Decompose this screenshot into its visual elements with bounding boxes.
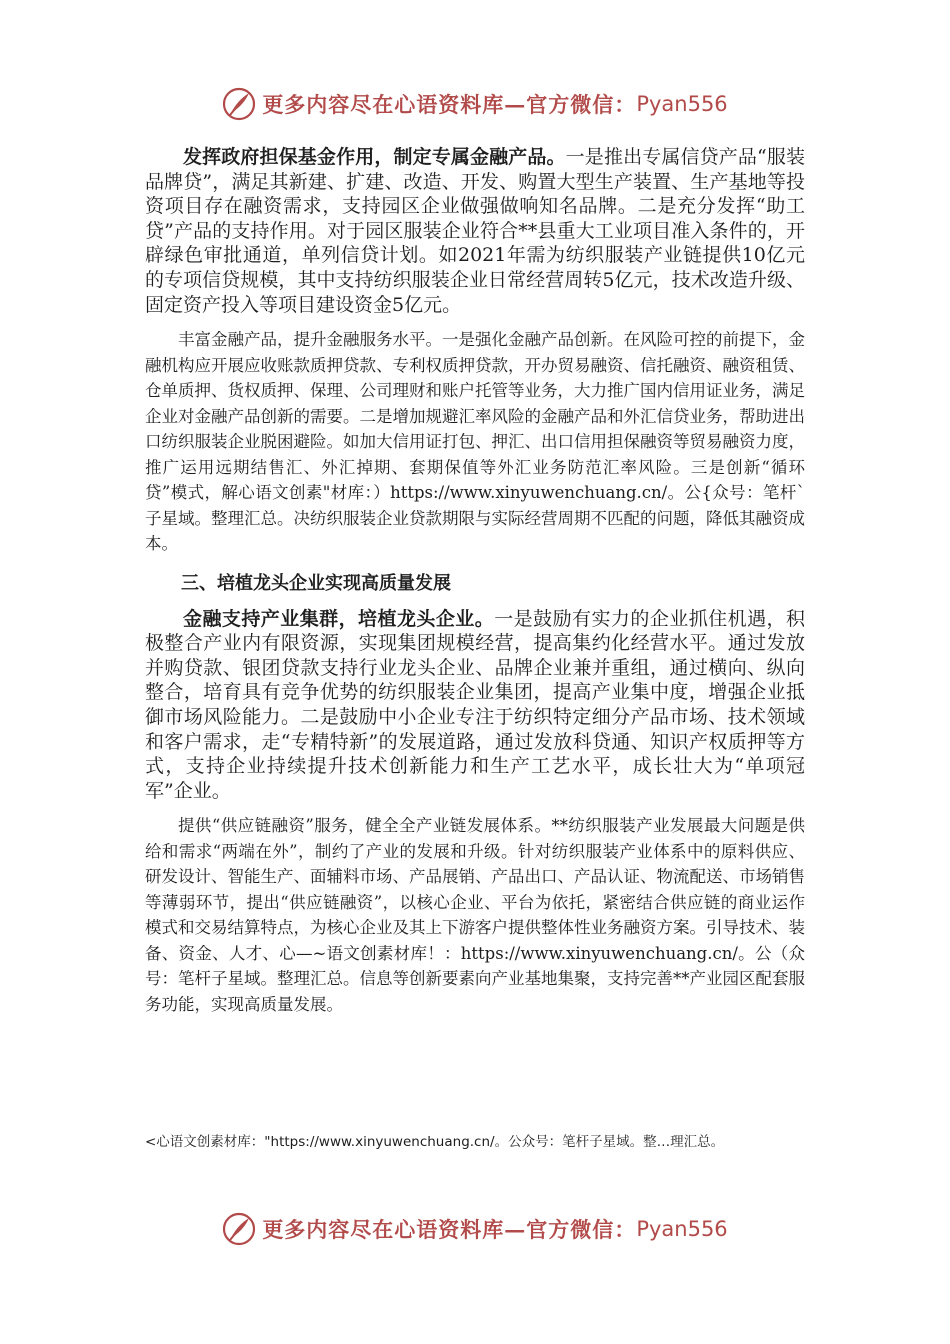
paragraph-government-guarantee xyxy=(145,145,805,317)
header-banner xyxy=(0,82,950,126)
paragraph-body: 一是鼓励有实力的企业抓住机遇，积极整合产业内有限资源，实现集团规模经营，提高集约化经营水平。通过发放并购贷款、银团贷款支持行业龙头企业、品牌企业兼并重组，通过横向、纵向整合，培育具有竞争优势的纺织服装企业集团，提高产业集中度，增强企业抵御市场风险能力。二是鼓励中小企业专注于纺织特定细分产品市场、技术领域和客户需求，走“专精特新”的发展道路，通过发放科贷通、知识产权质押等方式，支持企业持续提升技术创新能力和生产工艺水平，成长壮大为“单项冠军”企业。 xyxy=(145,607,805,802)
paragraph-lead: 金融支持产业集群，培植龙头企业。 xyxy=(183,607,495,630)
section-heading: 三、培植龙头企业实现高质量发展 xyxy=(181,572,451,594)
banner-text: 更多内容尽在心语资料库—官方微信： xyxy=(262,92,637,117)
paragraph-body: 丰富金融产品，提升金融服务水平。一是强化金融产品创新。在风险可控的前提下，金融机构应开展应收账款质押贷款、专利权质押贷款，开办贸易融资、信托融资、融资租赁、仓单质押、货权质押、保理、公司理财和账户托管等业务，大力推广国内信用证业务，满足企业对金融产品创新的需要。二是增加规避汇率风险的金融产品和外汇信贷业务，帮助进出口纺织服装企业脱困避险。如加大信用证打包、押汇、出口信用担保融资等贸易融资力度，推广运用远期结售汇、外汇掉期、套期保值等外汇业务防范汇率风险。三是创新“循环贷”模式，解心语文创素"材库：）https://www.xinyuwenchuang.cn/。公{众号：笔杆`子星域。整理汇总。决纺织服装企业贷款期限与实际经营周期不匹配的问题，降低其融资成本。 xyxy=(145,330,805,554)
footer-banner xyxy=(0,1207,950,1251)
banner-text: 更多内容尽在心语资料库—官方微信： xyxy=(262,1217,637,1242)
paragraph-lead: 发挥政府担保基金作用，制定专属金融产品。 xyxy=(183,146,566,168)
paragraph-body: 一是推出专属信贷产品“服装品牌贷”，满足其新建、扩建、改造、开发、购置大型生产装置、生产基地等投资项目存在融资需求，支持园区企业做强做响知名品牌。二是充分发挥“助工贷”产品的支持作用。对于园区服装企业符合**县重大工业项目准入条件的，开辟绿色审批通道，单列信贷计划。如2021年需为纺织服装产业链提供10亿元的专项信贷规模，其中支持纺织服装企业日常经营周转5亿元，技术改造升级、固定资产投入等项目建设资金5亿元。 xyxy=(145,146,805,316)
paragraph-supply-chain xyxy=(145,813,805,1017)
footnote: <心语文创素材库："https://www.xinyuwenchuang.cn/。公众号：笔杆子星域。整…理汇总。 xyxy=(145,1134,725,1150)
paragraph-body: 提供“供应链融资”服务，健全全产业链发展体系。**纺织服装产业发展最大问题是供给和需求“两端在外”，制约了产业的发展和升级。针对纺织服装产业体系中的原料供应、研发设计、智能生产、面辅料市场、产品展销、产品出口、产品认证、物流配送、市场销售等薄弱环节，提出“供应链融资”，以核心企业、平台为依托，紧密结合供应链的商业运作模式和交易结算特点，为核心企业及其上下游客户提供整体性业务融资方案。引导技术、装备、资金、人才、心—~语文创素材库！：https://www.xinyuwenchuang.cn/。公（众号：笔杆子星域。整理汇总。信息等创新要素向产业基地集聚，支持完善**产业园区配套服务功能，实现高质量发展。 xyxy=(145,816,805,1014)
quill-pen-icon xyxy=(222,87,256,121)
paragraph-financial-products xyxy=(145,327,805,557)
paragraph-industry-cluster xyxy=(145,607,805,804)
banner-wechat-id: Pyan556 xyxy=(636,1217,728,1241)
quill-pen-icon xyxy=(222,1212,256,1246)
banner-wechat-id: Pyan556 xyxy=(636,92,728,116)
document-body xyxy=(145,145,805,1017)
